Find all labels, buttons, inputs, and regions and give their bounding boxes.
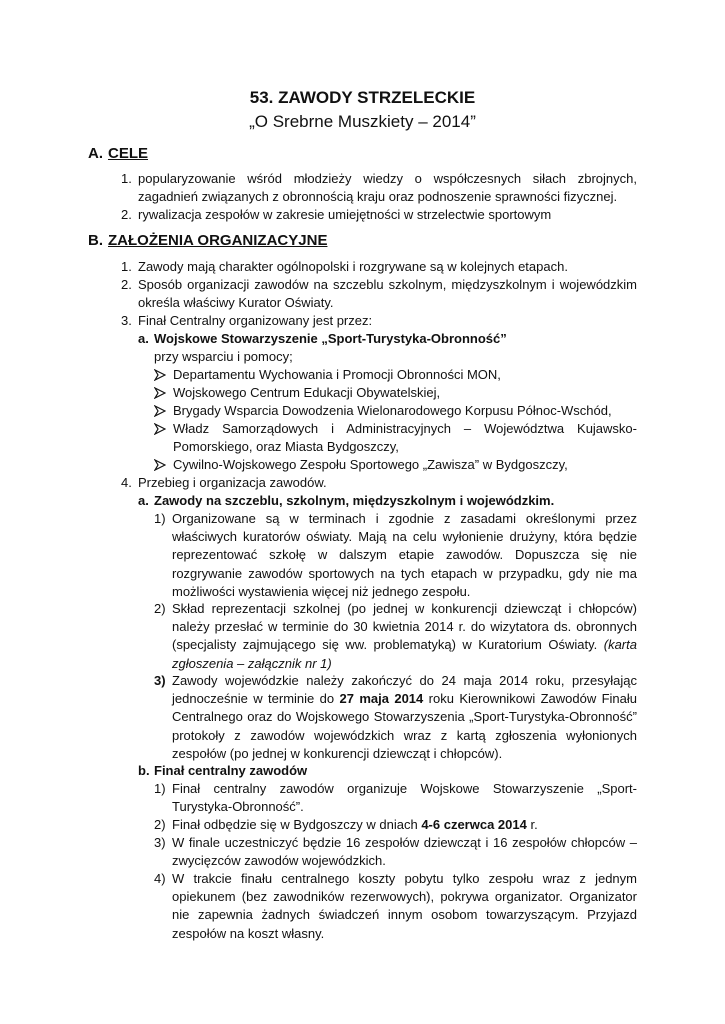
bullet-text: Brygady Wsparcia Dowodzenia Wielonarodowego Korpusu Północ-Wschód, xyxy=(173,403,612,418)
list-item xyxy=(121,474,637,492)
sub-letter: a. xyxy=(138,493,149,508)
point-text: W finale uczestniczyć będzie 16 zespołów dziewcząt i 16 zespołów chłopców – zwycięzców zawodów wojewódzkich. xyxy=(172,835,637,869)
item-text: popularyzowanie wśród młodzieży wiedzy o współczesnych siłach zbrojnych, zagadnień związanych z obronnością kraju oraz podnoszenie sprawności fizycznej. xyxy=(138,171,637,205)
point-text xyxy=(172,816,637,834)
point-number: 3) xyxy=(154,673,166,688)
point-text-before: Finał odbędzie się w Bydgoszczy w dniach xyxy=(172,817,418,832)
item-text: Finał Centralny organizowany jest przez: xyxy=(138,313,373,328)
point-number: 1) xyxy=(154,511,166,526)
section-b-heading xyxy=(88,232,327,250)
section-letter: B. xyxy=(88,232,103,249)
bullet-item xyxy=(154,402,637,420)
item-text: Przebieg i organizacja zawodów. xyxy=(138,475,327,490)
document-title: 53. ZAWODY STRZELECKIE xyxy=(249,88,476,107)
item-number: 1. xyxy=(121,259,132,274)
bullet-item xyxy=(154,456,637,474)
point-text-main: Skład reprezentacji szkolnej (po jednej w konkurencji dziewcząt i chłopców) należy przesłać w terminie do 30 kwietnia 2014 r. do wizytatora ds. obronnych (specjalisty zajmującego się ww. problematyką) w Kuratorium Oświaty. xyxy=(172,601,637,653)
numbered-point xyxy=(154,780,637,816)
point-text xyxy=(172,600,637,673)
arrow-bullet-icon xyxy=(154,456,167,471)
arrow-bullet-icon xyxy=(154,366,167,381)
list-item xyxy=(121,206,637,224)
item-number: 4. xyxy=(121,475,132,490)
arrow-bullet-icon xyxy=(154,384,167,399)
sub-letter: b. xyxy=(138,763,150,778)
numbered-point xyxy=(154,510,637,601)
bullet-item xyxy=(154,384,637,402)
point-text xyxy=(172,672,637,763)
point-text-after: roku Kierownikowi Zawodów Finału Centralnego oraz do Wojskowego Stowarzyszenia „Sport-Turystyka-Obronność” protokoły z zawodów wojewódzkich wraz z kartą zgłoszenia wyłonionych zespołów (po jednej w konkurencji dziewcząt i chłopców). xyxy=(172,691,638,761)
list-item xyxy=(121,312,637,330)
sub-item-a xyxy=(138,492,637,510)
sub-item-a xyxy=(138,330,637,348)
bullet-text: Departamentu Wychowania i Promocji Obronności MON, xyxy=(173,367,501,382)
item-text: Zawody mają charakter ogólnopolski i rozgrywane są w kolejnych etapach. xyxy=(138,259,568,274)
point-number: 4) xyxy=(154,871,166,886)
numbered-point xyxy=(154,816,637,834)
sub-item-b xyxy=(138,762,637,780)
sub-letter: a. xyxy=(138,331,149,346)
numbered-point xyxy=(154,870,637,943)
bullet-item xyxy=(154,420,637,456)
point-text-italic: (karta zgłoszenia – załącznik nr 1) xyxy=(172,637,637,671)
point-text-after: r. xyxy=(530,817,538,832)
point-number: 1) xyxy=(154,781,166,796)
sub-title: Wojskowe Stowarzyszenie „Sport-Turystyka-Obronność” xyxy=(154,331,507,346)
support-text: przy wsparciu i pomocy; xyxy=(154,349,293,364)
bullet-text: Cywilno-Wojskowego Zespołu Sportowego „Zawisza” w Bydgoszczy, xyxy=(173,457,568,472)
bullet-text: Władz Samorządowych i Administracyjnych – Województwa Kujawsko-Pomorskiego, oraz Miasta Bydgoszczy, xyxy=(173,421,637,455)
point-text: W trakcie finału centralnego koszty pobytu tylko zespołu wraz z jednym opiekunem (bez zawodników rezerwowych), pokrywa organizator. Organizator nie zapewnia żadnych świadczeń innym osobom towarzyszącym. Przyjazd zespołów na koszt własny. xyxy=(172,871,637,941)
item-text: Sposób organizacji zawodów na szczeblu szkolnym, międzyszkolnym i wojewódzkim określa właściwy Kurator Oświaty. xyxy=(138,277,637,311)
list-item xyxy=(121,170,637,206)
bullet-item xyxy=(154,366,637,384)
item-text: rywalizacja zespołów w zakresie umiejętności w strzelectwie sportowym xyxy=(138,207,552,222)
list-item xyxy=(121,258,637,276)
bullet-text: Wojskowego Centrum Edukacji Obywatelskiej, xyxy=(173,385,441,400)
section-title: CELE xyxy=(108,145,149,162)
point-number: 3) xyxy=(154,835,166,850)
point-text: Finał centralny zawodów organizuje Wojskowe Stowarzyszenie „Sport-Turystyka-Obronność”. xyxy=(172,781,637,815)
point-text-bold: 4-6 czerwca 2014 xyxy=(421,817,527,832)
point-text-before: Zawody wojewódzkie należy zakończyć do 24 maja 2014 roku, przesyłając jednocześnie w terminie do xyxy=(172,673,637,707)
item-number: 2. xyxy=(121,277,132,292)
numbered-point xyxy=(154,600,637,673)
numbered-point xyxy=(154,672,637,763)
sub-title: Finał centralny zawodów xyxy=(154,763,308,778)
arrow-bullet-icon xyxy=(154,420,167,435)
item-number: 3. xyxy=(121,313,132,328)
point-number: 2) xyxy=(154,601,166,616)
point-text: Organizowane są w terminach i zgodnie z zasadami określonymi przez właściwych kuratorów oświaty. Mają na celu wyłonienie drużyny, która będzie reprezentować szkołę w dalszym etapie zawodów. Dopuszcza się nie rozgrywanie zawodów sportowych na tych etapach w przypadku, gdy nie ma możliwości wystawienia więcej niż jednego zespołu. xyxy=(172,511,637,599)
arrow-bullet-icon xyxy=(154,402,167,417)
document-subtitle: „O Srebrne Muszkiety – 2014” xyxy=(249,112,476,131)
section-letter: A. xyxy=(88,145,103,162)
point-number: 2) xyxy=(154,817,166,832)
section-a-heading xyxy=(88,145,148,163)
point-text-bold: 27 maja 2014 xyxy=(339,691,424,707)
list-item xyxy=(121,276,637,312)
sub-title: Zawody na szczeblu, szkolnym, międzyszkolnym i wojewódzkim. xyxy=(154,493,555,508)
item-number: 2. xyxy=(121,207,132,222)
item-number: 1. xyxy=(121,171,132,186)
numbered-point xyxy=(154,834,637,870)
section-title: ZAŁOŻENIA ORGANIZACYJNE xyxy=(108,232,328,249)
